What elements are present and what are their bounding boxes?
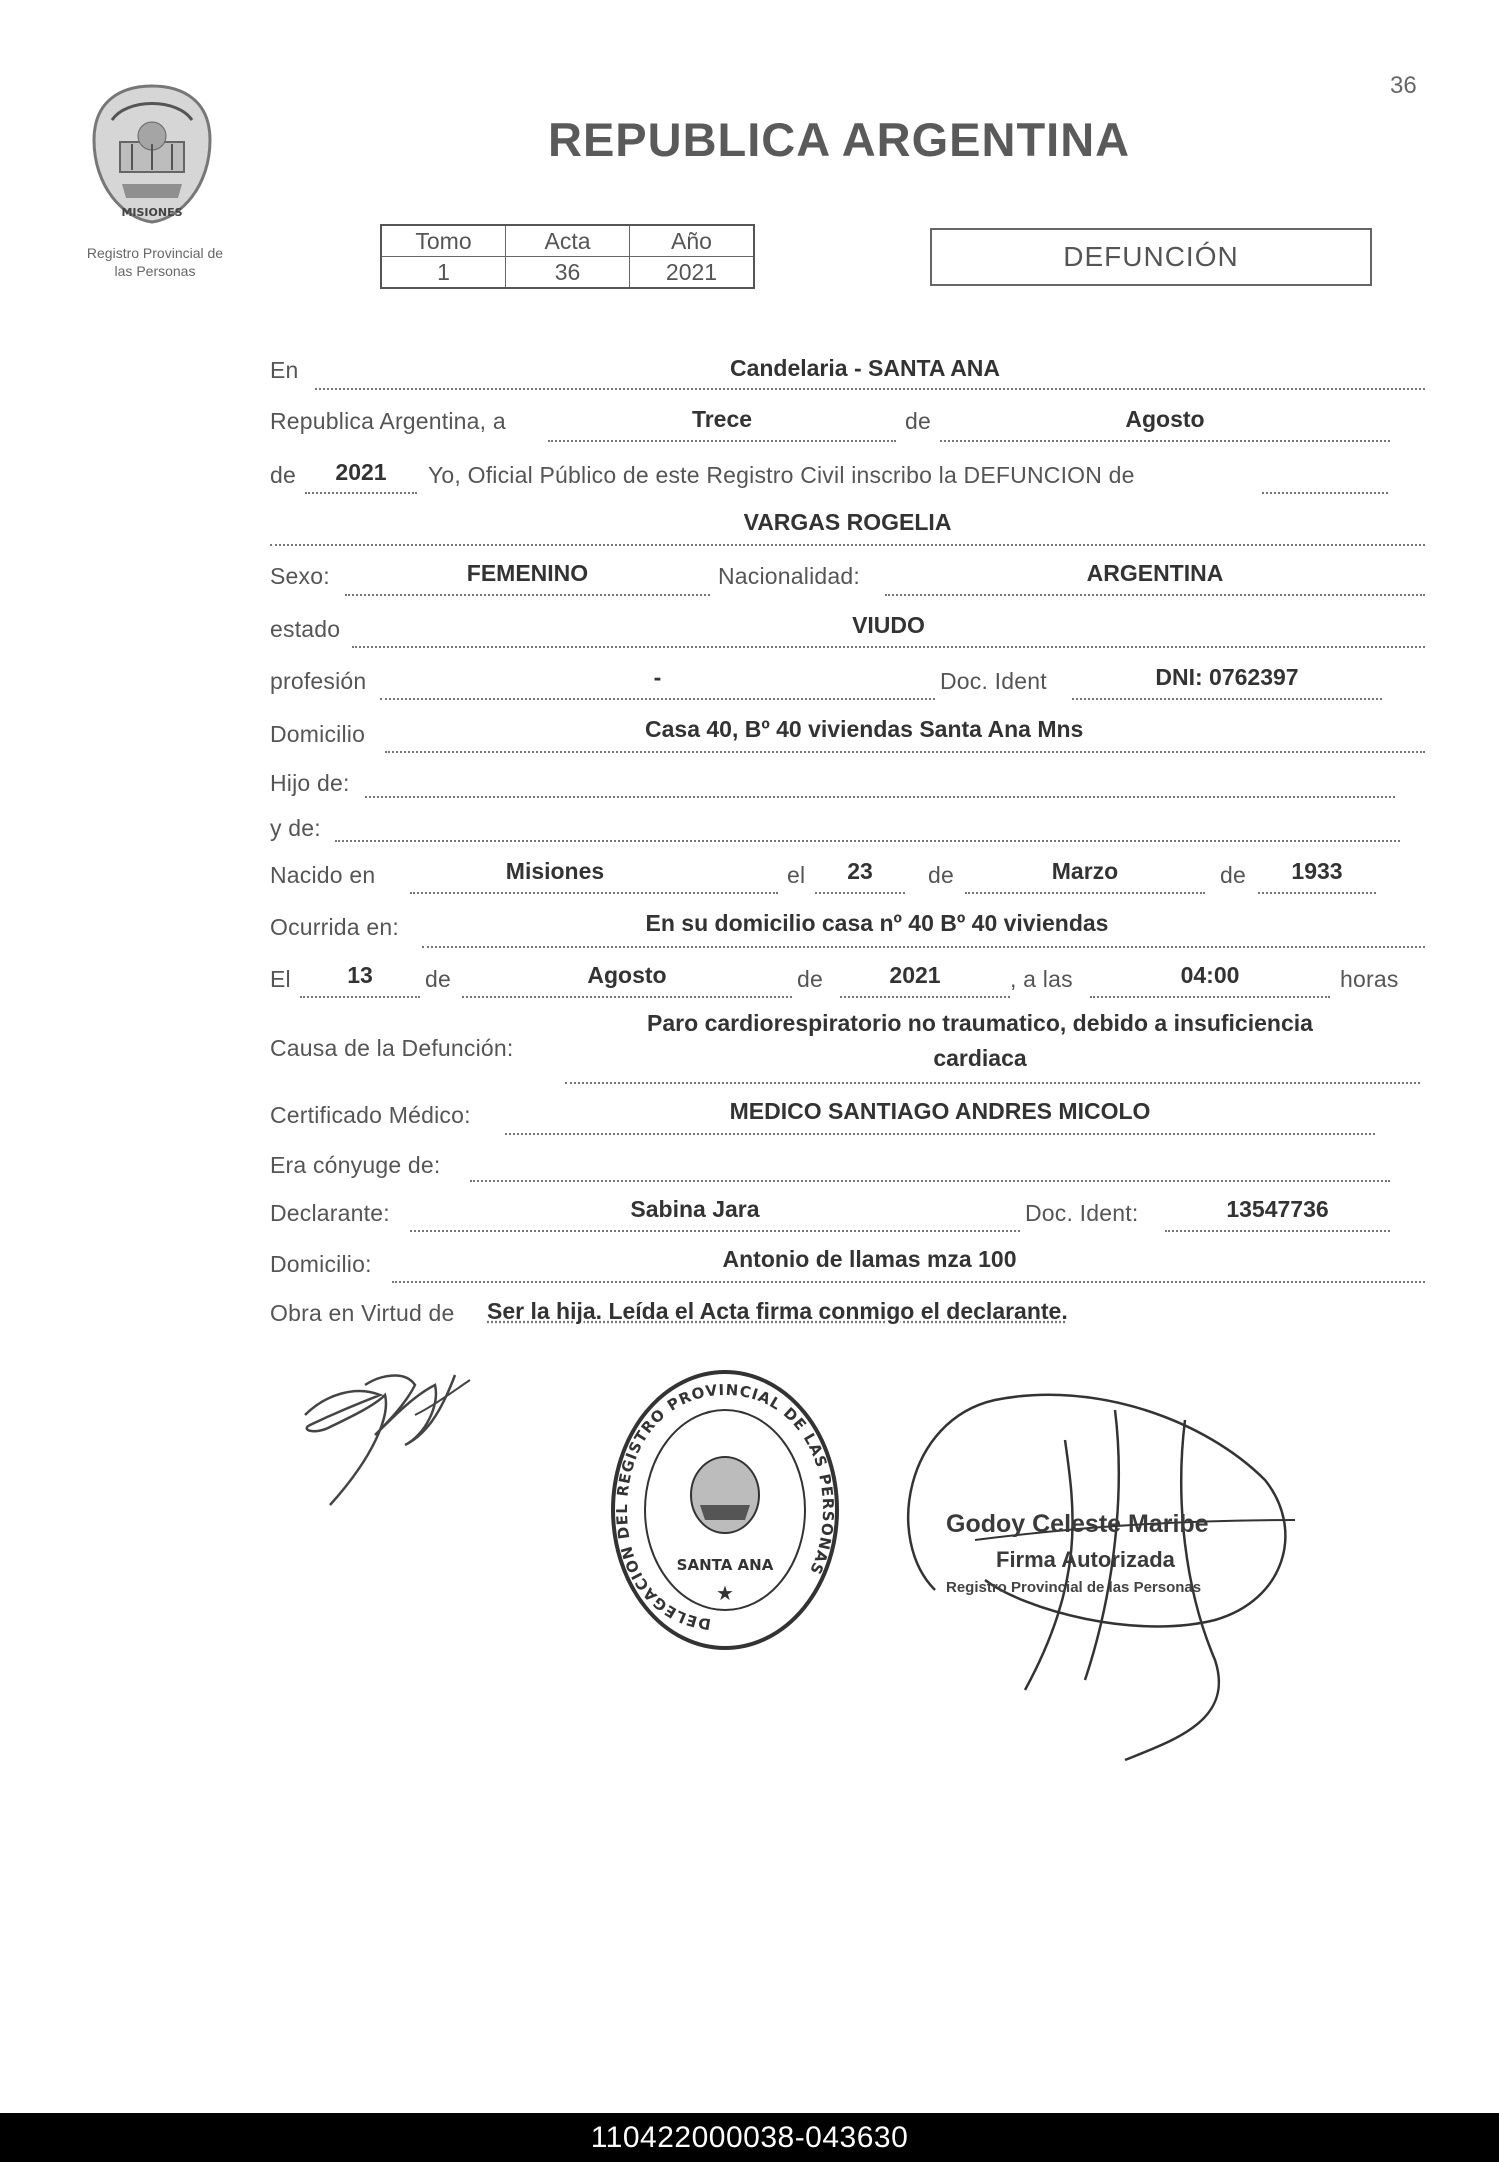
year-line xyxy=(305,492,417,494)
hijo-label: Hijo de: xyxy=(270,770,350,796)
nacido-lugar-line xyxy=(410,892,778,894)
causa-line xyxy=(565,1082,1420,1084)
year-value: 2021 xyxy=(335,459,387,485)
svg-text:MISIONES: MISIONES xyxy=(121,206,183,219)
obra-value: Ser la hija. Leída el Acta firma conmigo el declarante. xyxy=(487,1298,1068,1324)
day-line xyxy=(548,440,896,442)
doc2-value: 13547736 xyxy=(1226,1196,1329,1222)
profesion-value: - xyxy=(653,664,662,690)
nacido-label: Nacido en xyxy=(270,862,376,888)
registry-stamp xyxy=(605,1365,845,1655)
domicilio2-line xyxy=(392,1281,1425,1283)
registry-caption-line2: las Personas xyxy=(114,263,196,279)
def-mes-line xyxy=(462,996,792,998)
registry-caption xyxy=(40,244,270,280)
record-header-tomo: Tomo xyxy=(381,225,506,257)
certificado-value: MEDICO SANTIAGO ANDRES MICOLO xyxy=(729,1098,1151,1124)
doc-label: Doc. Ident xyxy=(940,668,1047,694)
nacido-anio-line xyxy=(1258,892,1376,894)
oficial-text: Yo, Oficial Público de este Registro Civil inscribo la DEFUNCION de xyxy=(428,462,1135,488)
page-title: REPUBLICA ARGENTINA xyxy=(548,113,1131,166)
ocurrida-label: Ocurrida en: xyxy=(270,914,399,940)
obra-label: Obra en Virtud de xyxy=(270,1300,455,1326)
authority-block xyxy=(946,1510,1306,1596)
def-dia-line xyxy=(300,996,420,998)
deceased-name: VARGAS ROGELIA xyxy=(743,509,952,535)
conyuge-line xyxy=(470,1180,1390,1182)
domicilio-value: Casa 40, Bº 40 viviendas Santa Ana Mns xyxy=(645,716,1084,742)
estado-value: VIUDO xyxy=(852,612,925,638)
def-anio-value: 2021 xyxy=(889,962,941,988)
record-value-anio: 2021 xyxy=(630,257,755,289)
declarante-value: Sabina Jara xyxy=(630,1196,760,1222)
def-hora-line xyxy=(1090,996,1330,998)
document-id-footer: 110422000038-043630 xyxy=(0,2113,1499,2162)
domicilio-line xyxy=(385,751,1425,753)
doc2-line xyxy=(1165,1230,1390,1232)
def-hora-value: 04:00 xyxy=(1180,962,1240,988)
el-label: el xyxy=(787,862,806,888)
domicilio2-value: Antonio de llamas mza 100 xyxy=(722,1246,1017,1272)
estado-line xyxy=(352,646,1425,648)
declarante-label: Declarante: xyxy=(270,1200,390,1226)
nacido-mes-value: Marzo xyxy=(1051,858,1119,884)
de3-label: de xyxy=(928,862,954,888)
record-value-acta: 36 xyxy=(506,257,630,289)
nacionalidad-label: Nacionalidad: xyxy=(718,563,860,589)
stamp-center-text: SANTA ANA xyxy=(676,1556,774,1574)
de5-label: de xyxy=(425,966,451,992)
def-mes-value: Agosto xyxy=(587,962,667,988)
star-icon: ★ xyxy=(716,1581,734,1605)
domicilio2-label: Domicilio: xyxy=(270,1251,372,1277)
profesion-label: profesión xyxy=(270,668,367,694)
record-header-anio: Año xyxy=(630,225,755,257)
name-line xyxy=(270,544,1425,546)
doc-line xyxy=(1072,698,1382,700)
en-line xyxy=(315,388,1425,390)
record-value-tomo: 1 xyxy=(381,257,506,289)
causa-label: Causa de la Defunción: xyxy=(270,1035,514,1061)
hijo-line xyxy=(365,796,1395,798)
estado-label: estado xyxy=(270,616,341,642)
doc2-label: Doc. Ident: xyxy=(1025,1200,1139,1226)
certificado-label: Certificado Médico: xyxy=(270,1102,471,1128)
ocurrida-line xyxy=(422,946,1425,948)
causa-line1: Paro cardiorespiratorio no traumatico, debido a insuficiencia xyxy=(647,1010,1313,1036)
nacionalidad-value: ARGENTINA xyxy=(1086,560,1224,586)
place-value: Candelaria - SANTA ANA xyxy=(729,355,1001,381)
causa-line2: cardiaca xyxy=(933,1045,1027,1071)
en-label: En xyxy=(270,357,299,383)
record-header-acta: Acta xyxy=(506,225,630,257)
de4-label: de xyxy=(1220,862,1246,888)
record-type-box xyxy=(930,228,1372,286)
sexo-label: Sexo: xyxy=(270,563,330,589)
yde-label: y de: xyxy=(270,815,321,841)
de2-label: de xyxy=(270,462,296,488)
sexo-line xyxy=(345,594,710,596)
de-label: de xyxy=(905,408,931,434)
stamp-ring-text: DELEGACION DEL REGISTRO PROVINCIAL DE LAS PERSONAS xyxy=(612,1380,838,1634)
authority-name: Godoy Celeste Maribe xyxy=(946,1510,1209,1538)
republica-label: Republica Argentina, a xyxy=(270,408,506,434)
month-line xyxy=(940,440,1390,442)
month-word-value: Agosto xyxy=(1125,406,1205,432)
domicilio-label: Domicilio xyxy=(270,721,366,747)
declarante-line xyxy=(410,1230,1020,1232)
certificado-line xyxy=(505,1133,1375,1135)
profesion-line xyxy=(380,698,935,700)
conyuge-label: Era cónyuge de: xyxy=(270,1152,441,1178)
def-dia-value: 13 xyxy=(347,962,373,988)
ocurrida-value: En su domicilio casa nº 40 Bº 40 viviendas xyxy=(645,910,1109,936)
authority-role: Firma Autorizada xyxy=(996,1547,1175,1572)
nacido-anio-value: 1933 xyxy=(1291,858,1343,884)
el2-label: El xyxy=(270,966,291,992)
declarant-signature xyxy=(285,1355,485,1515)
record-table xyxy=(380,224,755,289)
record-type: DEFUNCIÓN xyxy=(1063,241,1239,272)
yde-line xyxy=(335,840,1400,842)
authority-office: Registro Provincial de las Personas xyxy=(946,1579,1202,1596)
registry-caption-line1: Registro Provincial de xyxy=(86,245,224,261)
sexo-value: FEMENINO xyxy=(466,560,589,586)
nacido-mes-line xyxy=(965,892,1205,894)
oficial-line xyxy=(1262,492,1388,494)
de6-label: de xyxy=(797,966,823,992)
nacionalidad-line xyxy=(885,594,1425,596)
nacido-lugar-value: Misiones xyxy=(505,858,605,884)
page-number: 36 xyxy=(1390,72,1417,99)
nacido-dia-value: 23 xyxy=(847,858,873,884)
nacido-dia-line xyxy=(815,892,905,894)
day-word-value: Trece xyxy=(691,406,753,432)
def-anio-line xyxy=(840,996,1010,998)
doc-value: DNI: 0762397 xyxy=(1155,664,1299,690)
horas-label: horas xyxy=(1340,966,1399,992)
province-crest-logo xyxy=(82,80,222,228)
alas-label: , a las xyxy=(1010,966,1073,992)
